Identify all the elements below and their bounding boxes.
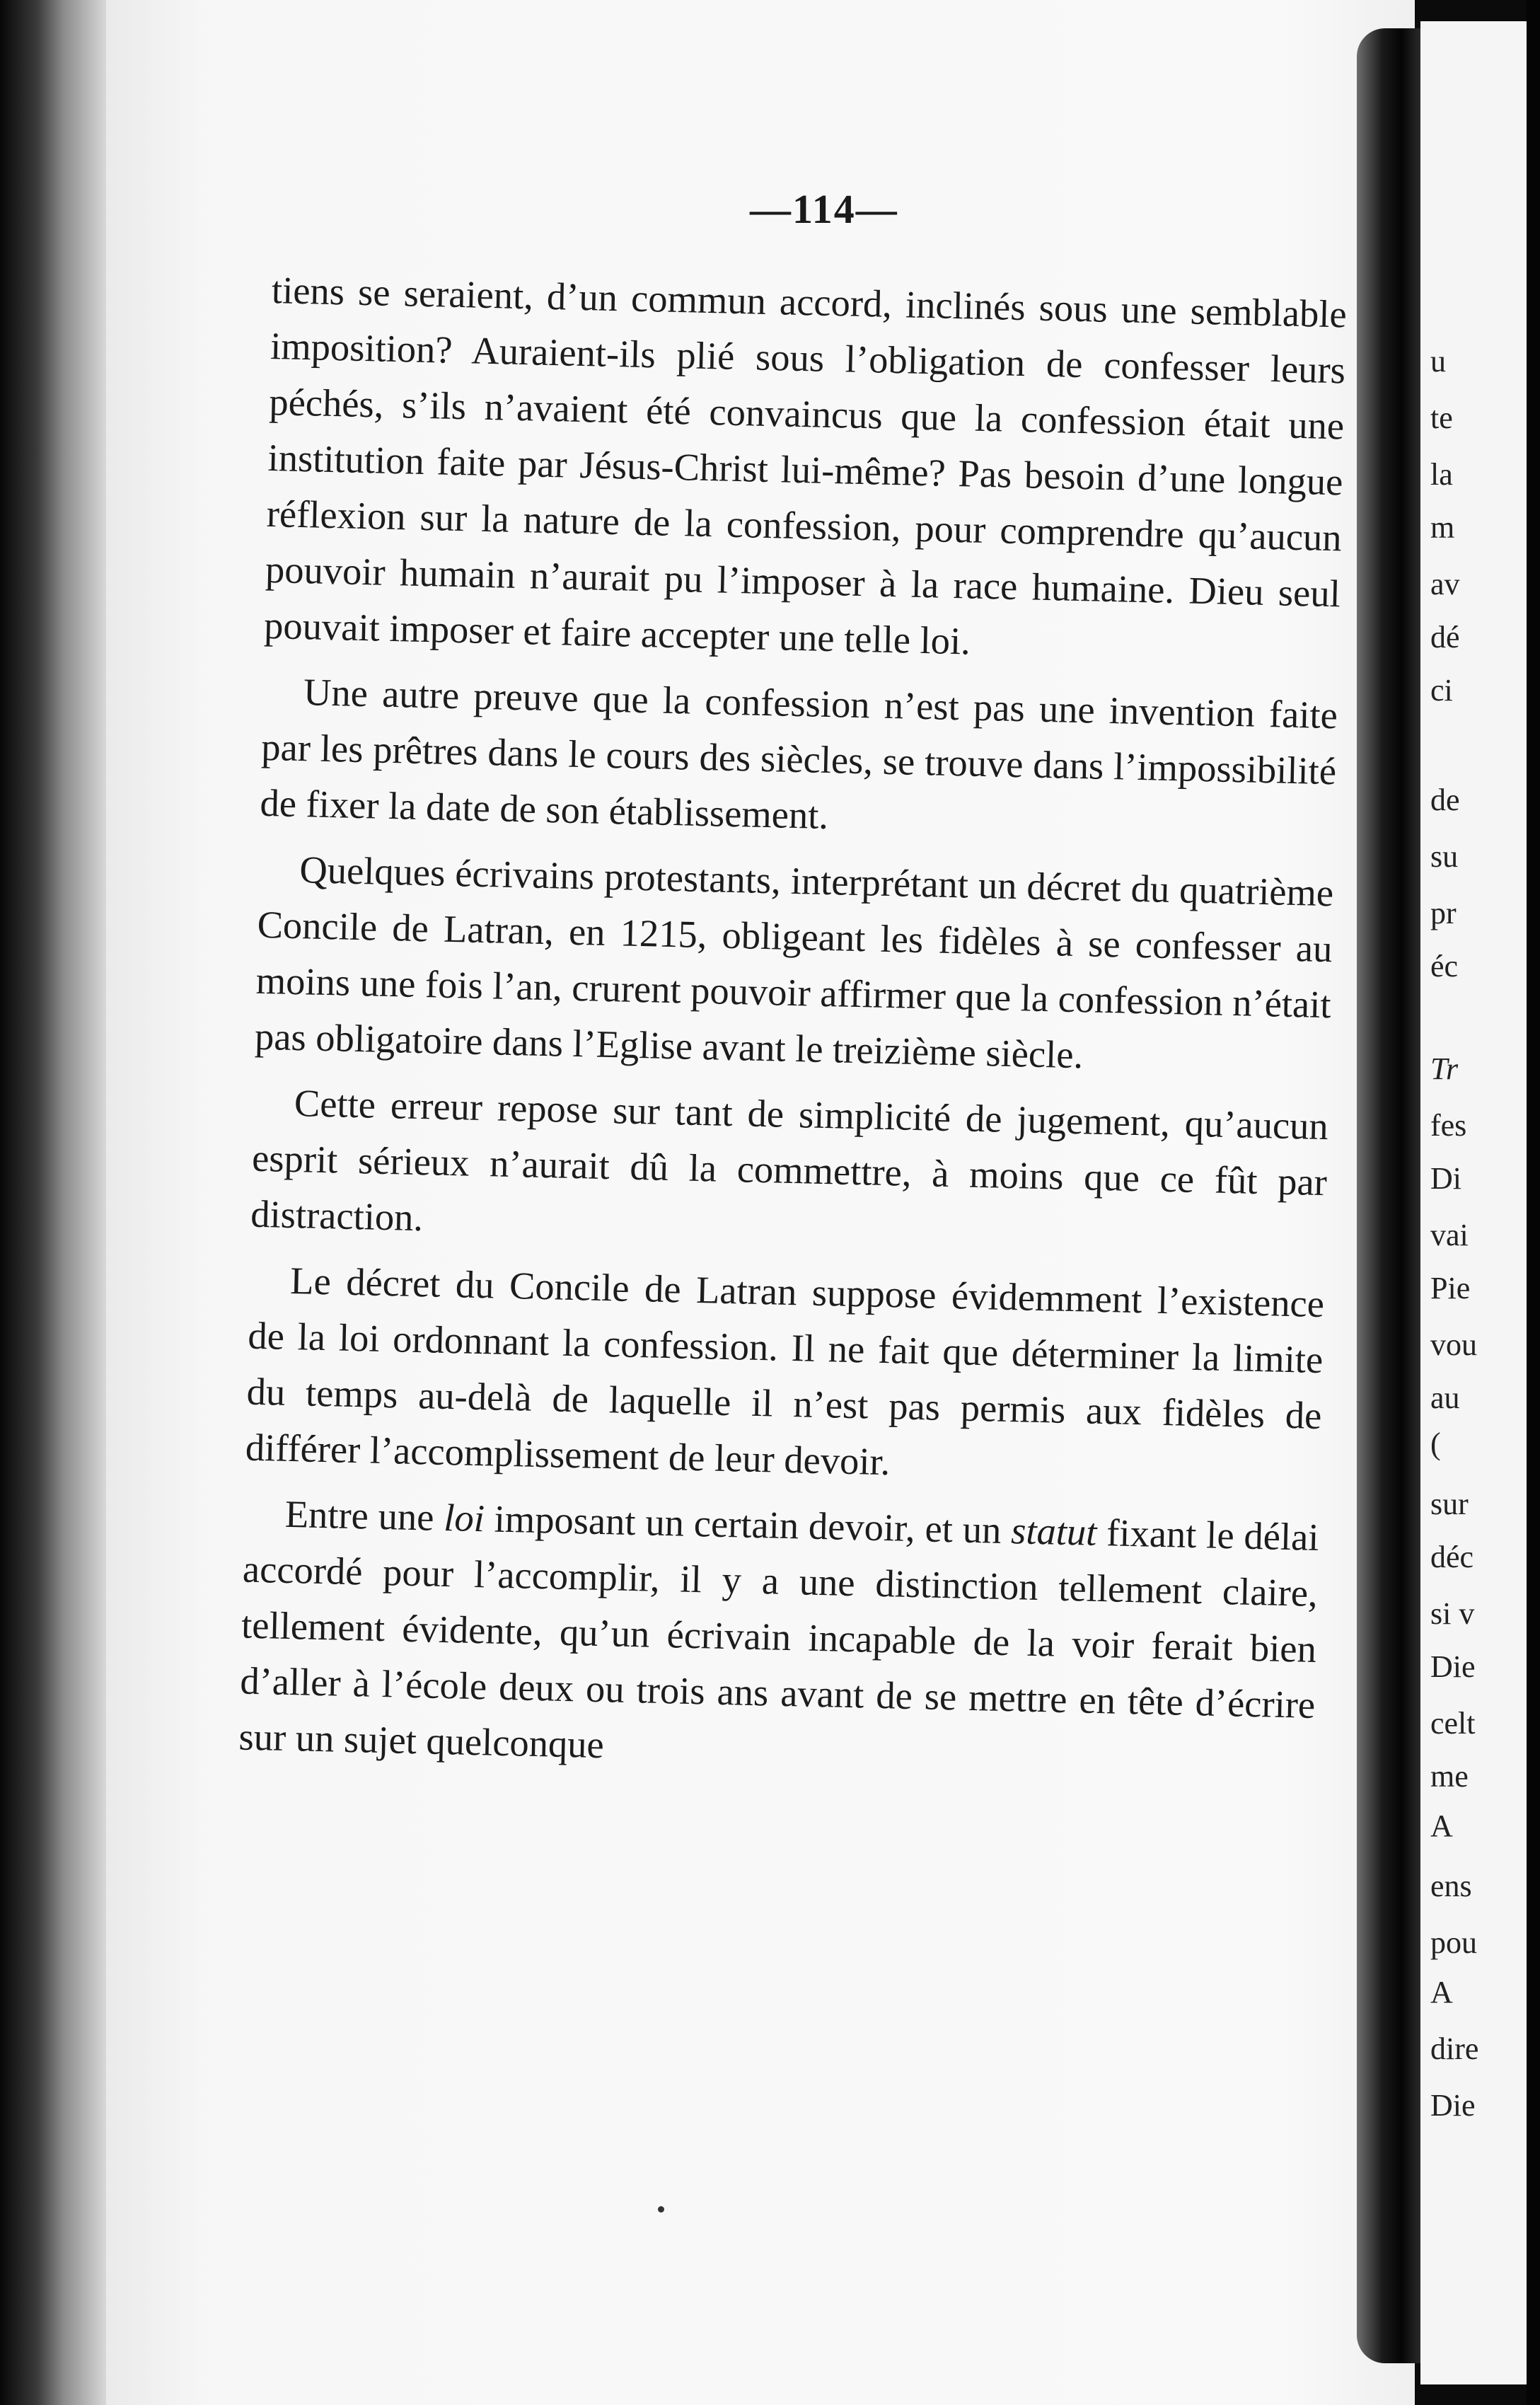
- book-edge-right: [1527, 0, 1540, 2405]
- ink-dot: [658, 2206, 664, 2213]
- next-page-fragment: la: [1430, 457, 1453, 492]
- next-page-fragment: A: [1430, 1975, 1453, 2009]
- next-page-fragment: dire: [1430, 2031, 1479, 2066]
- next-page-fragment: dé: [1430, 620, 1460, 654]
- next-page-fragment: ci: [1430, 673, 1453, 708]
- paragraph-2: Une autre preuve que la confession n’est pas une invention faite par les prêtres dans le cours des siècles, se trouve dans l’impossibilité de fixer la date de son établissement.: [259, 670, 1338, 838]
- next-page-fragment: te: [1430, 400, 1453, 435]
- next-page-fragment: Die: [1430, 1649, 1476, 1684]
- book-gutter-left: [0, 0, 106, 2405]
- paragraph-6-part-2: imposant un certain devoir, et un: [484, 1496, 1012, 1552]
- paragraph-4: Cette erreur repose sur tant de simplicité de jugement, qu’aucun esprit sérieux n’aurait dû la commettre, à moins que ce fût par distraction.: [250, 1081, 1329, 1240]
- next-page-fragment: Tr: [1430, 1051, 1459, 1086]
- next-page-fragment: Di: [1430, 1161, 1461, 1196]
- next-page-fragment: fes: [1430, 1108, 1467, 1143]
- next-page-fragment: Pie: [1430, 1271, 1471, 1305]
- next-page-fragment: u: [1430, 344, 1446, 379]
- next-page-fragment: si v: [1430, 1596, 1475, 1631]
- next-page-strip: [1420, 21, 1527, 2384]
- page-number: —114—: [750, 186, 898, 232]
- paragraph-6-part-3: fixant le délai accordé pour l’accomplir, il y a une distinction tellement claire, tellement évidente, qu’un écrivain incapable de la voir ferait bien d’aller à l’école deux ou trois ans avant de se mettre en tête d’écrire sur un sujet quelconque: [238, 1510, 1320, 1767]
- italic-word-statut: statut: [1010, 1509, 1098, 1554]
- next-page-fragment: éc: [1430, 949, 1459, 984]
- next-page-fragment: Die: [1430, 2088, 1476, 2123]
- paragraph-3: Quelques écrivains protestants, interprétant un décret du quatrième Concile de Latran, en 1215, obligeant les fidèles à se confesser au moins une fois l’an, crurent pouvoir affirmer que la confession n’était pas obligatoire dans l’Eglise avant le treizième siècle.: [254, 848, 1334, 1077]
- next-page-fragment: au: [1430, 1380, 1460, 1415]
- next-page-fragment: vou: [1430, 1327, 1477, 1362]
- next-page-fragment: vai: [1430, 1218, 1469, 1252]
- next-page-fragment: pou: [1430, 1925, 1477, 1960]
- next-page-fragment: A: [1430, 1809, 1453, 1843]
- paragraph-5: Le décret du Concile de Latran suppose évidemment l’existence de la loi ordonnant la confession. Il ne fait que déterminer la limite du temps au-delà de laquelle il n’est pas permis aux fidèles de différer l’accomplissement de leur devoir.: [245, 1258, 1325, 1484]
- book-spine-shadow: [1357, 28, 1420, 2363]
- next-page-fragment: ens: [1430, 1869, 1472, 1903]
- next-page-fragment: pr: [1430, 896, 1457, 930]
- next-page-fragment: su: [1430, 839, 1459, 874]
- next-page-fragment: de: [1430, 783, 1460, 817]
- next-page-fragment: (: [1430, 1426, 1441, 1461]
- next-page-fragment: déc: [1430, 1540, 1474, 1574]
- next-page-fragment: sur: [1430, 1487, 1469, 1521]
- next-page-fragment: me: [1430, 1759, 1469, 1794]
- next-page-fragment: av: [1430, 567, 1460, 601]
- italic-word-loi: loi: [443, 1495, 485, 1540]
- next-page-fragment: celt: [1430, 1706, 1476, 1741]
- paragraph-6: [238, 1485, 1320, 1789]
- paragraph-6-part-1: Entre une: [284, 1492, 445, 1539]
- next-page-fragment: m: [1430, 510, 1455, 545]
- paragraph-1: tiens se seraient, d’un commun accord, inclinés sous une semblable imposition? Auraient-ils plié sous l’obligation de confesser leurs péchés, s’ils n’avaient été convaincus que la confession était une institution faite par Jésus-Christ lui-même? Pas besoin d’une longue réflexion sur la nature de la confession, pour comprendre qu’aucun pouvoir humain n’aurait pu l’imposer à la race humaine. Dieu seul pouvait imposer et faire accepter une telle loi.: [263, 267, 1348, 663]
- page-body-text: [238, 262, 1347, 1799]
